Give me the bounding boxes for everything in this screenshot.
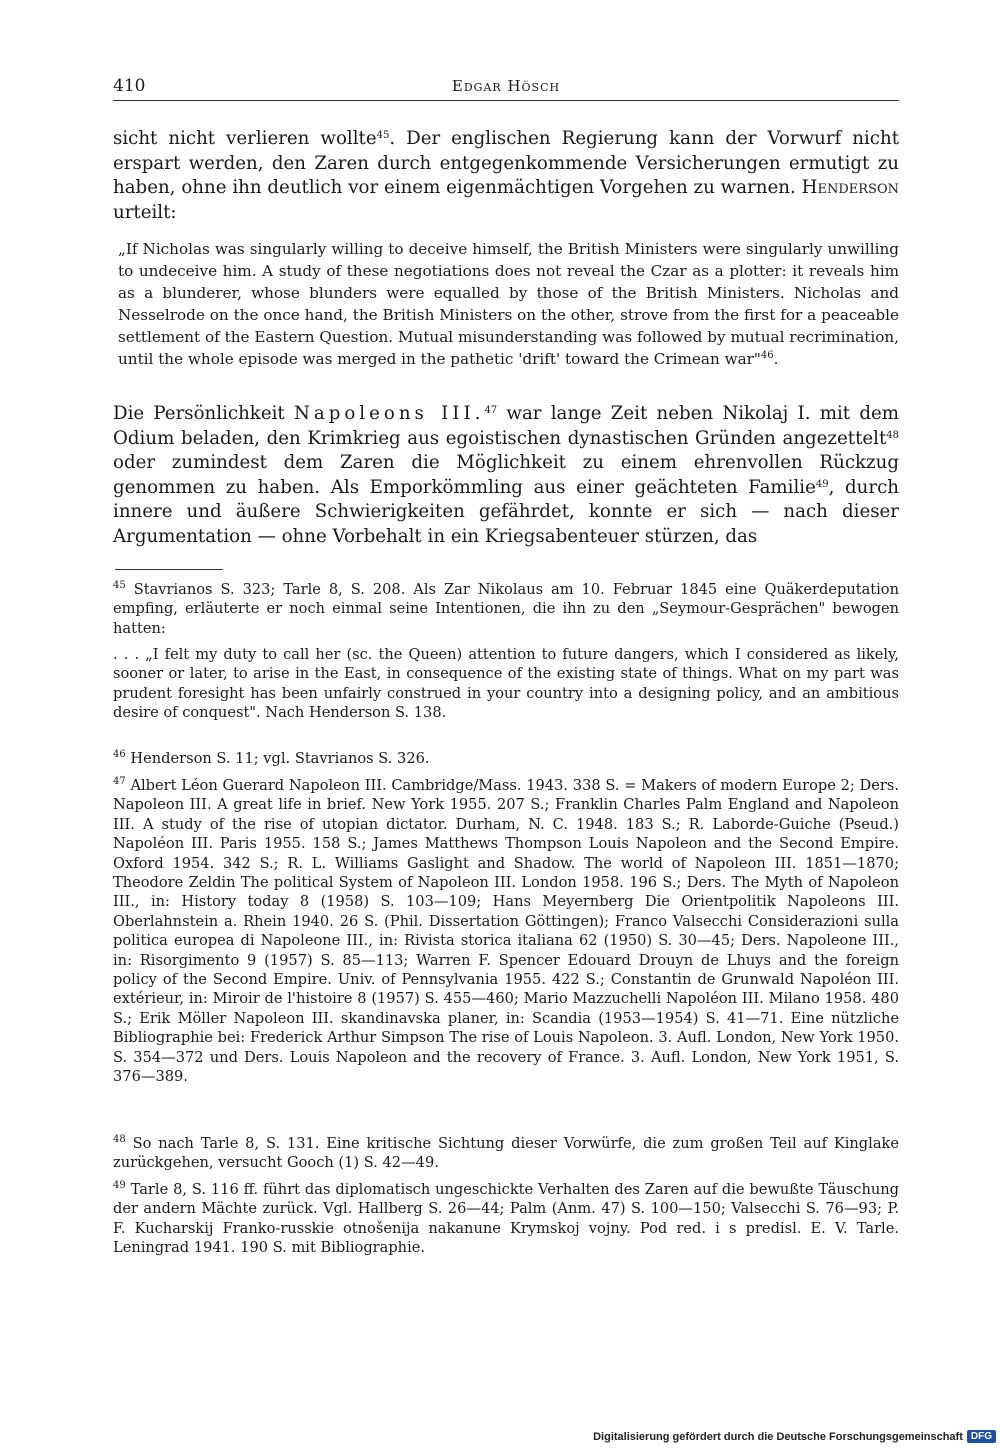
dfg-logo-icon: DFG <box>967 1430 996 1443</box>
page-number: 410 <box>113 76 146 96</box>
footnote-text: Stavrianos S. 323; Tarle 8, S. 208. Als Zar Nikolaus am 10. Februar 1845 eine Quäkerdeputation empfing, erläuterte er noch einmal seine Intentionen, die ihn zu den „Seymour-Gesprächen" bewogen hatten: <box>113 581 899 637</box>
footnote-ref-45: 45 <box>376 130 390 141</box>
footnote-text: Albert Léon Guerard Napoleon III. Cambridge/Mass. 1943. 338 S. = Makers of modern Europe 2; Ders. Napoleon III. A great life in brief. New York 1955. 207 S.; Franklin Charles Palm England and Napoleon III. A study of the rise of utopian dictator. Durham, N. C. 1948. 183 S.; R. Laborde-Guiche (Pseud.) Napoléon III. Paris 1955. 158 S.; James Matthews Thompson Louis Napoleon and the Second Empire. Oxford 1954. 342 S.; R. L. Williams Gaslight and Shadow. The world of Napoleon III. 1851—1870; Theodore Zeldin The political System of Napoleon III. London 1958. 196 S.; Ders. The Myth of Napoleon III., in: History today 8 (1958) S. 103—109; Hans Meyernberg Die Orientpolitik Napoleons III. Oberlahnstein a. Rhein 1940. 26 S. (Phil. Dissertation Göttingen); Franco Valsecchi Considerazioni sulla politica europea di Napoleone III., in: Rivista storica italiana 62 (1950) S. 30—45; Ders. Napoleone III., in: Risorgimento 9 (1957) S. 85—113; Warren F. Spencer Edouard Drouyn de Lhuys and the foreign policy of the Second Empire. Univ. of Pennsylvania 1955. 422 S.; Constantin de Grunwald Napoléon III. extérieur, in: Miroir de l'histoire 8 (1957) S. 455—460; Mario Mazzuchelli Napoléon III. Milano 1958. 480 S.; Erik Möller Napoleon III. skandinavska planer, in: Scandia (1953—1954) S. 41—71. Eine nützliche Bibliographie bei: Frederick Arthur Simpson The rise of Louis Napoleon. 3. Aufl. London, New York 1950. S. 354—372 und Ders. Louis Napoleon and the recovery of France. 3. Aufl. London, New York 1951, S. 376—389. <box>113 777 899 1086</box>
footnote-49 <box>113 1180 899 1258</box>
paragraph1-text-c: urteilt: <box>113 201 177 223</box>
footnote-text: Tarle 8, S. 116 ff. führt das diplomatisch ungeschickte Verhalten des Zaren auf die bewußte Täuschung der andern Mächte zurück. Vgl. Hallberg S. 26—44; Palm (Anm. 47) S. 100—150; Valsecchi S. 76—93; P. F. Kucharskij Franko-russkie otnošenija nakanune Krymskoj vojny. Pod red. i s predisl. E. V. Tarle. Leningrad 1941. 190 S. mit Bibliographie. <box>113 1181 900 1257</box>
paragraph2-text-b: war lange Zeit neben Nikolaj I. mit dem Odium beladen, den Krimkrieg aus egoistischen dynastischen Gründen angezettelt <box>113 403 899 449</box>
footnote-quote-text: . . . „I felt my duty to call her (sc. the Queen) attention to future dangers, which I considered as likely, sooner or later, to arise in the East, in consequence of the existing state of things. What on my part was prudent foresight has been unfairly construed in your country into a designing policy, and an ambitious desire of conquest". Nach Henderson S. 138. <box>113 646 899 722</box>
running-head: Edgar Hösch <box>451 77 561 95</box>
footnote-number: 48 <box>113 1134 126 1145</box>
footnote-45-quote <box>113 645 899 723</box>
paragraph2-text-c: oder zumindest dem Zaren die Möglichkeit zu einem ehrenvollen Rückzug genommen zu haben. Als Emporkömmling aus einer geächteten Familie <box>113 452 899 498</box>
footnote-number: 49 <box>113 1180 126 1191</box>
paragraph2-text-d: , durch innere und äußere Schwierigkeiten gefährdet, konnte er sich — nach dieser Argumentation — ohne Vorbehalt in ein Kriegsabenteuer stürzen, das <box>113 476 899 547</box>
footnote-text: Henderson S. 11; vgl. Stavrianos S. 326. <box>130 750 430 767</box>
footnote-ref-48: 48 <box>886 429 899 441</box>
body-paragraph-1 <box>113 127 899 225</box>
footnote-number: 46 <box>113 749 126 760</box>
quote-text: „If Nicholas was singularly willing to deceive himself, the British Ministers were singularly unwilling to undeceive him. A study of these negotiations does not reveal the Czar as a plotter: it reveals him as a blunderer, whose blunders were equalled by those of the British Ministers. Nicholas and Nesselrode on the once hand, the British Ministers on the other, strove from the first for a peaceable settlement of the Eastern Question. Mutual misunderstanding was followed by mutual recrimination, until the whole episode was merged in the pathetic 'drift' toward the Crimean war" <box>118 240 899 368</box>
author-name: Henderson <box>801 177 899 199</box>
footnote-number: 45 <box>113 580 126 591</box>
body-paragraph-2 <box>113 402 899 550</box>
footnote-ref-47: 47 <box>484 405 498 416</box>
quote-end: . <box>773 350 779 368</box>
spaced-name: Napoleons III. <box>293 403 485 424</box>
block-quote <box>118 238 899 370</box>
footnote-ref-46: 46 <box>760 350 774 361</box>
footnote-divider <box>115 569 223 570</box>
credit-text: Digitalisierung gefördert durch die Deutsche Forschungsgemeinschaft <box>593 1430 963 1443</box>
footnote-48 <box>113 1134 899 1173</box>
paragraph1-text-a: sicht nicht verlieren wollte <box>113 128 377 149</box>
footnote-45 <box>113 580 899 638</box>
page-header <box>113 76 899 101</box>
footnote-text: So nach Tarle 8, S. 131. Eine kritische Sichtung dieser Vorwürfe, die zum großen Teil auf Kinglake zurückgehen, versucht Gooch (1) S. 42—49. <box>113 1135 900 1172</box>
footnote-46 <box>113 749 899 768</box>
digitization-credit <box>593 1430 996 1443</box>
paragraph2-text-a: Die Persönlichkeit <box>113 403 294 424</box>
footnote-ref-49: 49 <box>815 478 829 490</box>
footnote-number: 47 <box>113 776 126 787</box>
paragraph1-text-b: . Der englischen Regierung kann der Vorwurf nicht erspart werden, den Zaren durch entgegenkommende Versicherungen ermutigt zu haben, ohne ihn deutlich vor einem eigenmächtigen Vorgehen zu warnen. <box>113 128 900 199</box>
footnote-47 <box>113 776 899 1087</box>
